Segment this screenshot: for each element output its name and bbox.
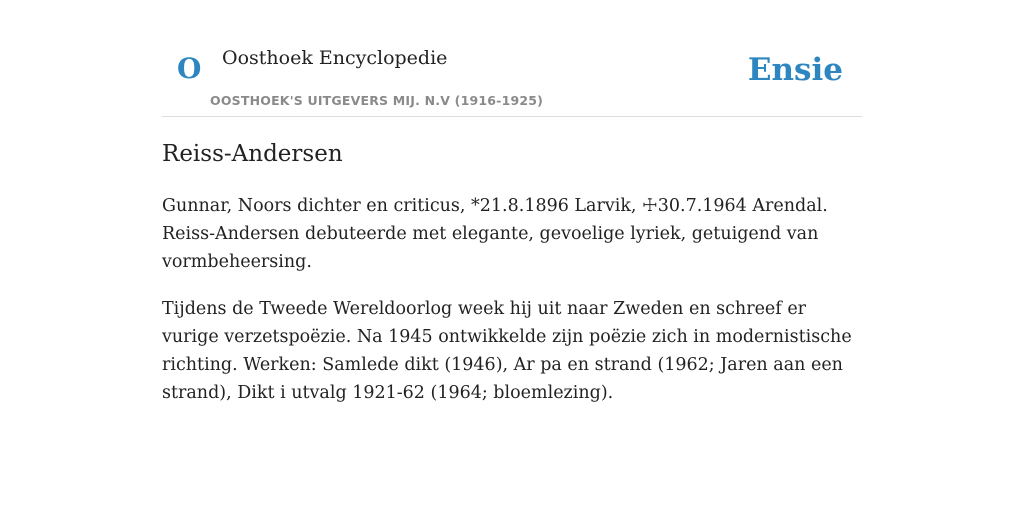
ensie-logo-link[interactable]: Ensie: [747, 52, 843, 88]
entry-title: Reiss-Andersen: [162, 141, 343, 167]
source-header: [162, 0, 862, 117]
publisher-label: OOSTHOEK'S UITGEVERS MIJ. N.V (1916-1925): [210, 93, 544, 108]
entry-paragraph: Gunnar, Noors dichter en criticus, *21.8.1896 Larvik, ☩30.7.1964 Arendal. Reiss-Andersen debuteerde met elegante, gevoelige lyriek, getuigend van vormbeheersing.: [162, 196, 828, 272]
book-logo[interactable]: O: [177, 52, 202, 85]
book-title: Oosthoek Encyclopedie: [222, 47, 448, 69]
entry-content: [162, 192, 862, 426]
entry-paragraph: Tijdens de Tweede Wereldoorlog week hij uit naar Zweden en schreef er vurige verzetspoëzie. Na 1945 ontwikkelde zijn poëzie zich in modernistische richting. Werken: Samlede dikt (1946), Ar pa en strand (1962; Jaren aan een strand), Dikt i utvalg 1921-62 (1964; bloemlezing).: [162, 299, 852, 403]
